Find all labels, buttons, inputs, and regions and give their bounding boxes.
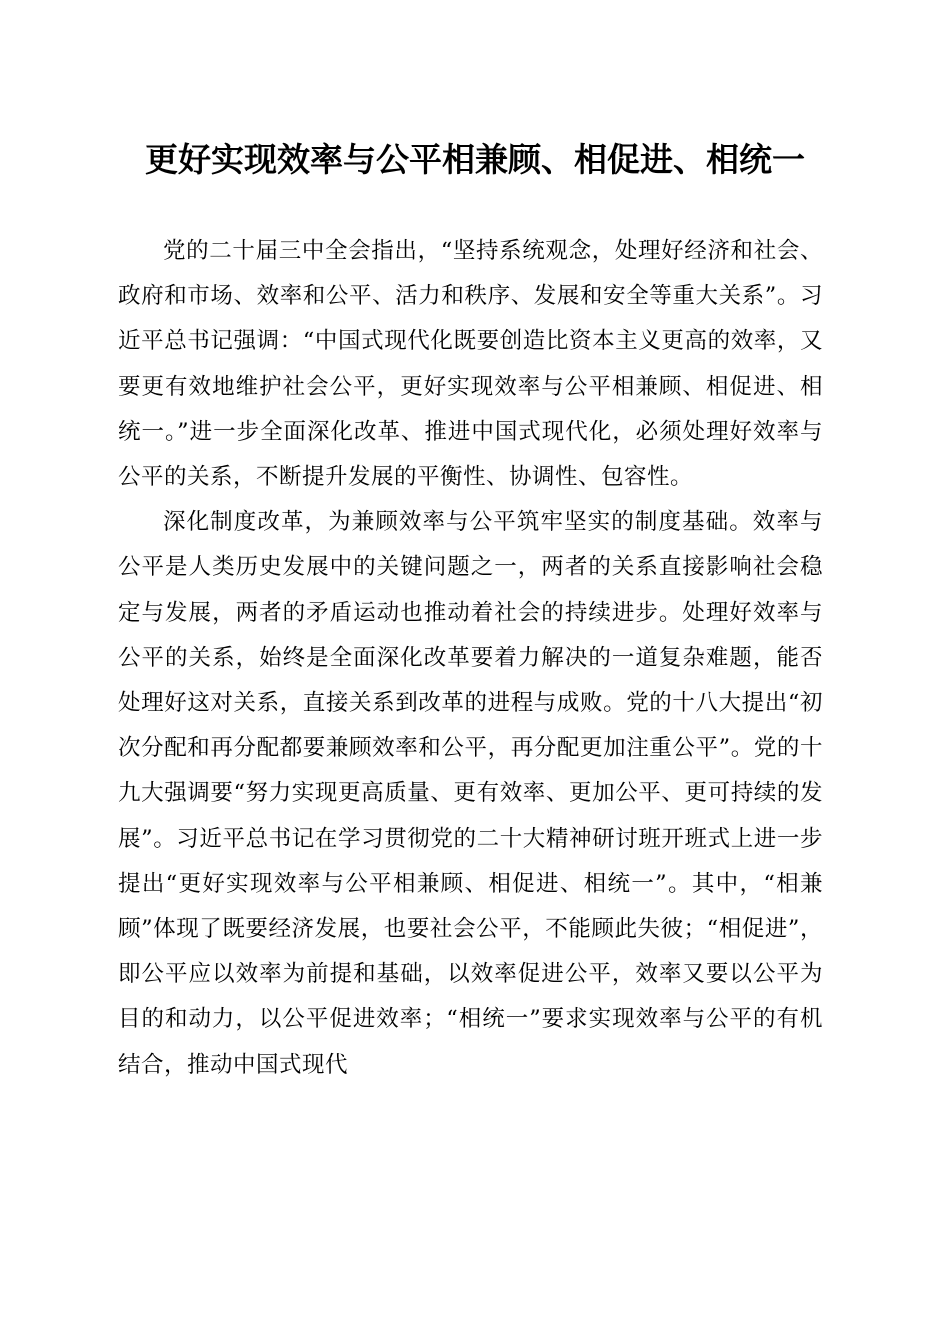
paragraph-2: 深化制度改革，为兼顾效率与公平筑牢坚实的制度基础。效率与公平是人类历史发展中的关键问题之一，两者的关系直接影响社会稳定与发展，两者的矛盾运动也推动着社会的持续进步。处理好效率与公平的关系，始终是全面深化改革要着力解决的一道复杂难题，能否处理好这对关系，直接关系到改革的进程与成败。党的十八大提出“初次分配和再分配都要兼顾效率和公平，再分配更加注重公平”。党的十九大强调要“努力实现更高质量、更有效率、更加公平、更可持续的发展”。习近平总书记在学习贯彻党的二十大精神研讨班开班式上进一步提出“更好实现效率与公平相兼顾、相促进、相统一”。其中，“相兼顾”体现了既要经济发展，也要社会公平，不能顾此失彼；“相促进”，即公平应以效率为前提和基础，以效率促进公平，效率又要以公平为目的和动力，以公平促进效率；“相统一”要求实现效率与公平的有机结合，推动中国式现代: [118, 509, 823, 1078]
paragraph-1: 党的二十届三中全会指出，“坚持系统观念，处理好经济和社会、政府和市场、效率和公平、活力和秩序、发展和安全等重大关系”。习近平总书记强调：“中国式现代化既要创造比资本主义更高的效率，又要更有效地维护社会公平，更好实现效率与公平相兼顾、相促进、相统一。”进一步全面深化改革、推进中国式现代化，必须处理好效率与公平的关系，不断提升发展的平衡性、协调性、包容性。: [118, 238, 823, 491]
document-body: [118, 229, 823, 1088]
document-title: 更好实现效率与公平相兼顾、相促进、相统一: [145, 140, 805, 179]
